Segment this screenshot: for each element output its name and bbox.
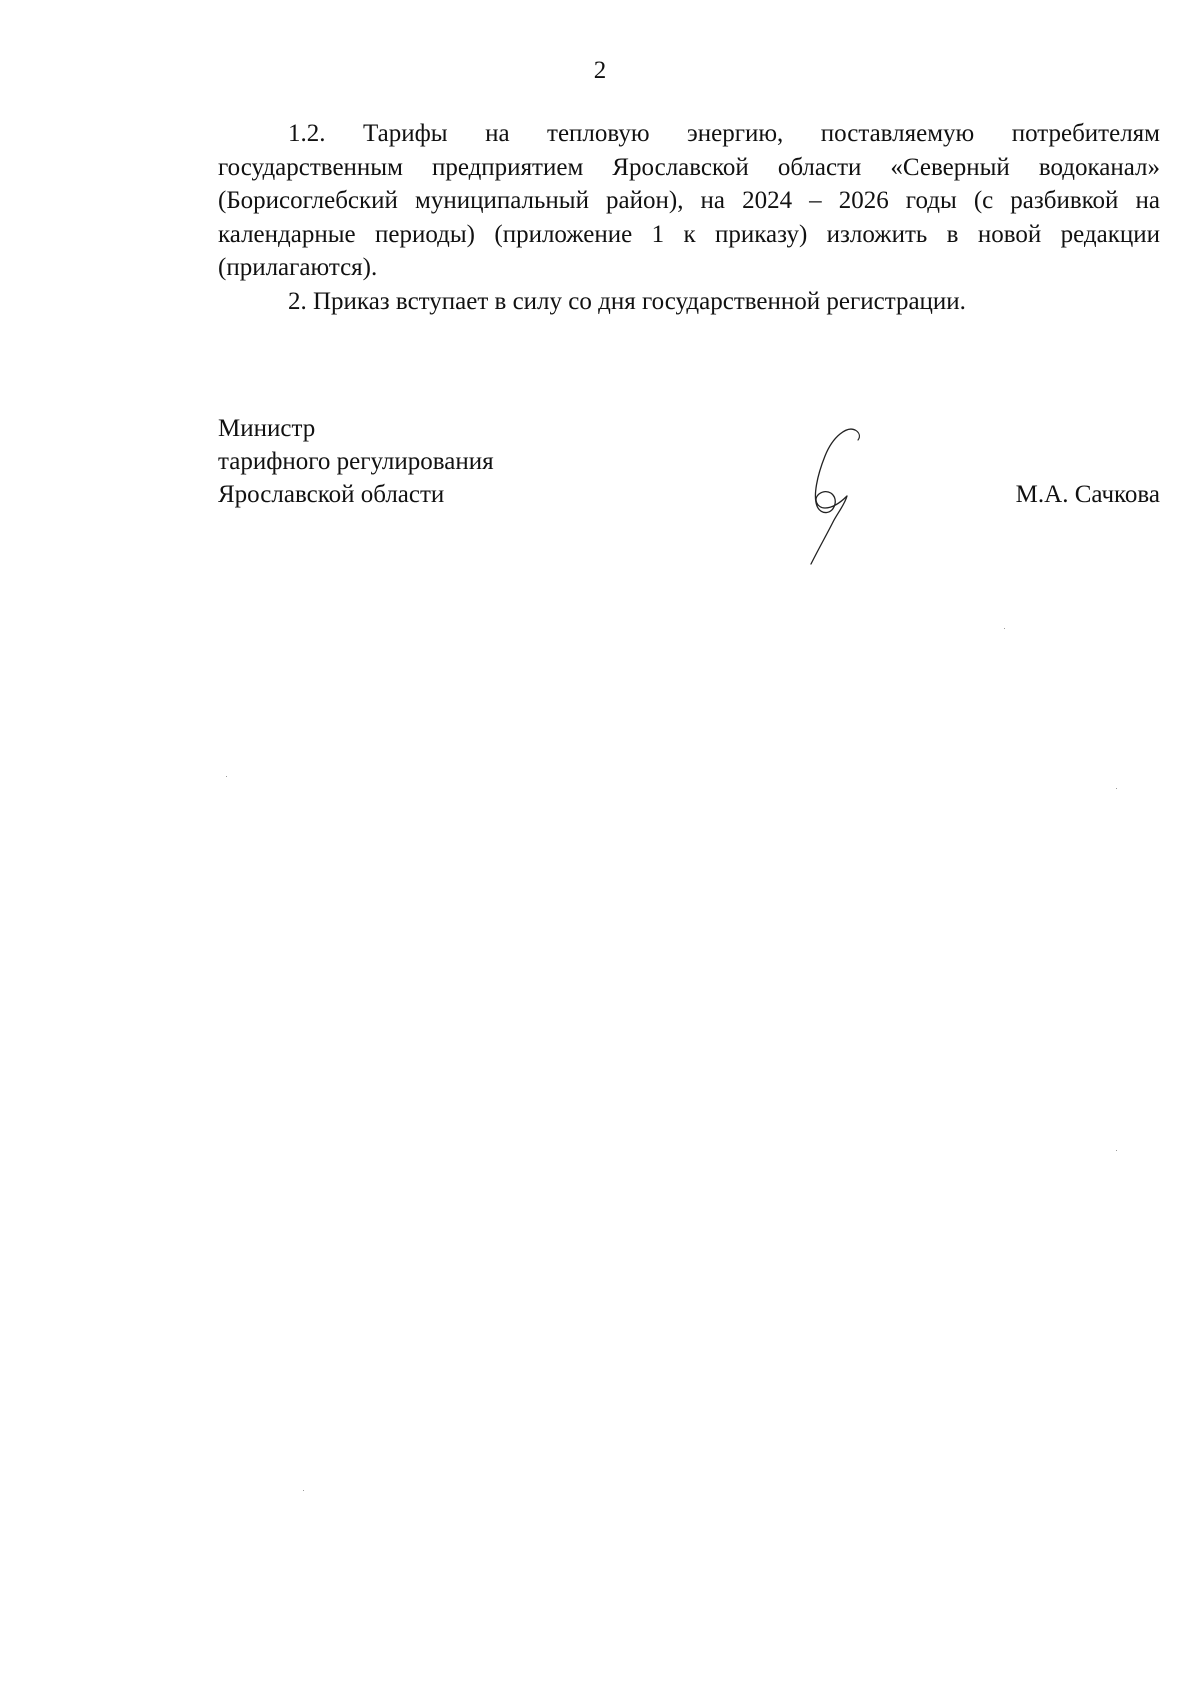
paragraph-2: 2. Приказ вступает в силу со дня государственной регистрации. <box>288 287 966 315</box>
minister-name: М.А. Сачкова <box>1015 481 1160 508</box>
title-line: тарифного регулирования <box>218 448 494 475</box>
signature-block <box>218 412 1160 592</box>
page-number: 2 <box>593 57 607 84</box>
title-line: Ярославской области <box>218 481 445 508</box>
scan-speck <box>303 1490 304 1491</box>
paragraph-1-2: 1.2. Тарифы на тепловую энергию, поставляемую потребителям государственным предприятием Ярославской области «Северный водоканал» (Борисоглебский муниципальный район), на 2024 – 2026 годы (с разбивкой на календарные периоды) (приложение 1 к приказу) изложить в новой редакции (прилагаются). <box>218 120 1160 281</box>
scan-speck <box>226 776 227 777</box>
title-line: Министр <box>218 415 316 442</box>
document-body <box>218 117 1160 318</box>
scan-speck <box>1116 788 1117 789</box>
handwritten-signature <box>783 422 873 582</box>
scan-speck <box>1004 628 1005 629</box>
minister-title <box>218 412 494 511</box>
scan-speck <box>1116 1150 1117 1151</box>
